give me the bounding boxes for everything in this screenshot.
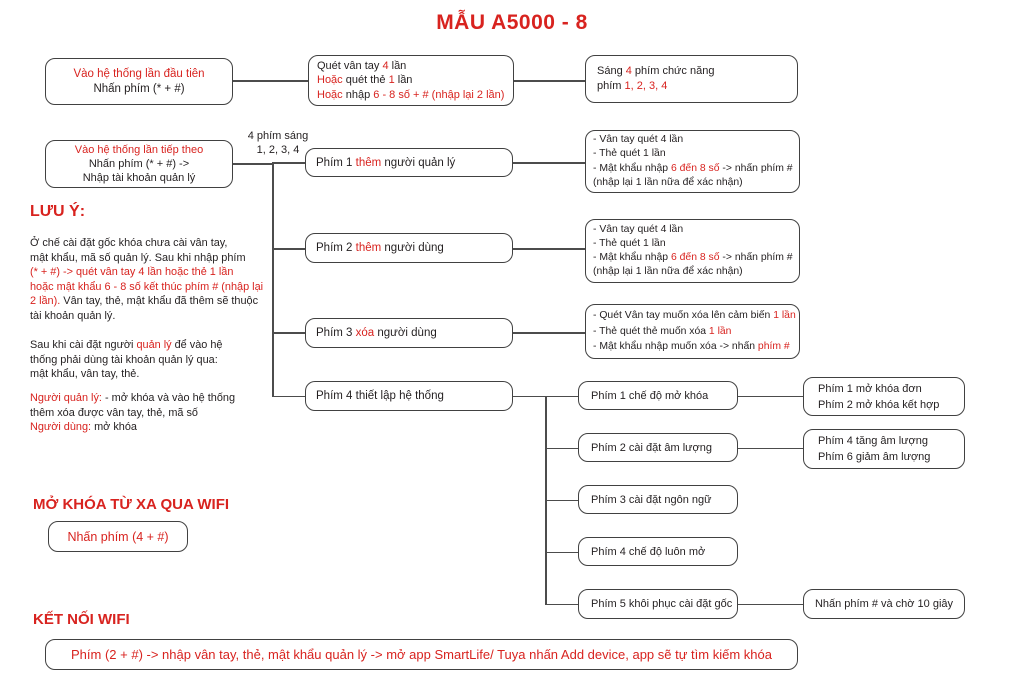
notes-paragraph-1: Ở chế cài đặt gốc khóa chưa cài vân tay, mật khẩu, mã số quản lý. Sau khi nhập phím (* + #) -> quét vân tay 4 lần hoặc thẻ 1 lần hoặc mật khẩu 6 - 8 số kết thúc phím # (nhập lại 2 lần). Vân tay, thẻ, mật khẩu đã thêm sẽ thuộc tài khoản quản lý. xyxy=(30,237,264,322)
connector-trunk-to-key1 xyxy=(272,162,305,164)
wifi-unlock-heading: MỞ KHÓA TỪ XA QUA WIFI xyxy=(33,496,230,513)
node-key3-detail: - Quét Vân tay muốn xóa lên cảm biến 1 lần - Thẻ quét thẻ muốn xóa 1 lần - Mật khẩu nhập muốn xóa -> nhấn phím # xyxy=(585,304,800,359)
connector-trunk-to-key4 xyxy=(272,396,305,398)
node-key3-delete-user: Phím 3 xóa người dùng xyxy=(305,318,513,348)
connector-key1-to-detail xyxy=(513,162,585,164)
connector-key4-to-trunk2 xyxy=(513,396,545,398)
notes-heading: LƯU Ý: xyxy=(30,203,86,220)
node-volume-detail: Phím 4 tăng âm lượng Phím 6 giảm âm lượng xyxy=(803,429,965,469)
node-key1-detail: - Vân tay quét 4 lần - Thẻ quét 1 lần - Mật khẩu nhập 6 đến 8 số -> nhấn phím # (nhập lại 1 lần nữa để xác nhận) xyxy=(585,130,800,193)
node-sys-key2-volume: Phím 2 cài đặt âm lượng xyxy=(578,433,738,462)
node-key1-add-admin: Phím 1 thêm người quản lý xyxy=(305,148,513,177)
node-key2-detail: - Vân tay quét 4 lần - Thẻ quét 1 lần - Mật khẩu nhập 6 đến 8 số -> nhấn phím # (nhập lại 1 lần nữa để xác nhận) xyxy=(585,219,800,283)
connector-key2-to-detail xyxy=(513,248,585,250)
connector-sys2-to-detail xyxy=(738,448,803,450)
node-wifi-connect: Phím (2 + #) -> nhập vân tay, thẻ, mật khẩu quản lý -> mở app SmartLife/ Tuya nhấn Add device, app sẽ tự tìm kiếm khóa xyxy=(45,639,798,670)
node-sys-key4-always-open: Phím 4 chế độ luôn mở xyxy=(578,537,738,566)
node-first-entry: Vào hệ thống lần đầu tiên Nhấn phím (* + #) xyxy=(45,58,233,105)
connector-trunk2-to-sys4 xyxy=(545,552,578,554)
node-key4-system: Phím 4 thiết lập hệ thống xyxy=(305,381,513,411)
connector-trunk2-to-sys5 xyxy=(545,604,578,606)
node-sys-key3-language: Phím 3 cài đặt ngôn ngữ xyxy=(578,485,738,514)
label-four-keys: 4 phím sáng 1, 2, 3, 4 xyxy=(247,130,309,156)
node-unlock-mode-detail: Phím 1 mở khóa đơn Phím 2 mở khóa kết hợp xyxy=(803,377,965,416)
node-key2-add-user: Phím 2 thêm người dùng xyxy=(305,233,513,263)
node-next-entry: Vào hệ thống lần tiếp theo Nhấn phím (* + #) -> Nhập tài khoản quản lý xyxy=(45,140,233,188)
page-title: MẪU A5000 - 8 xyxy=(436,11,588,34)
node-wifi-unlock: Nhấn phím (4 + #) xyxy=(48,521,188,552)
connector-key3-to-detail xyxy=(513,332,585,334)
wifi-connect-heading: KẾT NỐI WIFI xyxy=(33,611,130,628)
node-function-keys-light: Sáng 4 phím chức năng phím 1, 2, 3, 4 xyxy=(585,55,798,103)
connector-trunk2-to-sys2 xyxy=(545,448,578,450)
connector-trunk2-to-sys3 xyxy=(545,500,578,502)
notes-paragraph-2: Sau khi cài đặt người quản lý để vào hệ thống phải dùng tài khoản quản lý qua: mật khẩu, vân tay, thẻ. xyxy=(30,339,223,381)
connector-sys1-to-detail xyxy=(738,396,803,398)
connector-sys5-to-detail xyxy=(738,604,803,606)
node-sys-key1-unlock-mode: Phím 1 chế độ mở khóa xyxy=(578,381,738,410)
notes-paragraph-3: Người quản lý: - mở khóa và vào hệ thống thêm xóa được vân tay, thẻ, mã số Người dùng: mở khóa xyxy=(30,392,236,434)
connector-trunk-keys xyxy=(272,162,274,396)
connector-trunk2-to-sys1 xyxy=(545,396,578,398)
connector-trunk-to-key3 xyxy=(272,332,305,334)
node-sys-key5-factory-reset: Phím 5 khôi phục cài đặt gốc xyxy=(578,589,738,619)
connector-trunk-to-key2 xyxy=(272,248,305,250)
connector-next-entry-to-trunk xyxy=(233,163,273,165)
connector-first-entry-to-credentials xyxy=(233,80,308,82)
node-factory-reset-detail: Nhấn phím # và chờ 10 giây xyxy=(803,589,965,619)
node-first-entry-credentials: Quét vân tay 4 lần Hoặc quét thẻ 1 lần Hoặc nhập 6 - 8 số + # (nhập lại 2 lần) xyxy=(308,55,514,106)
connector-credentials-to-light xyxy=(514,80,585,82)
